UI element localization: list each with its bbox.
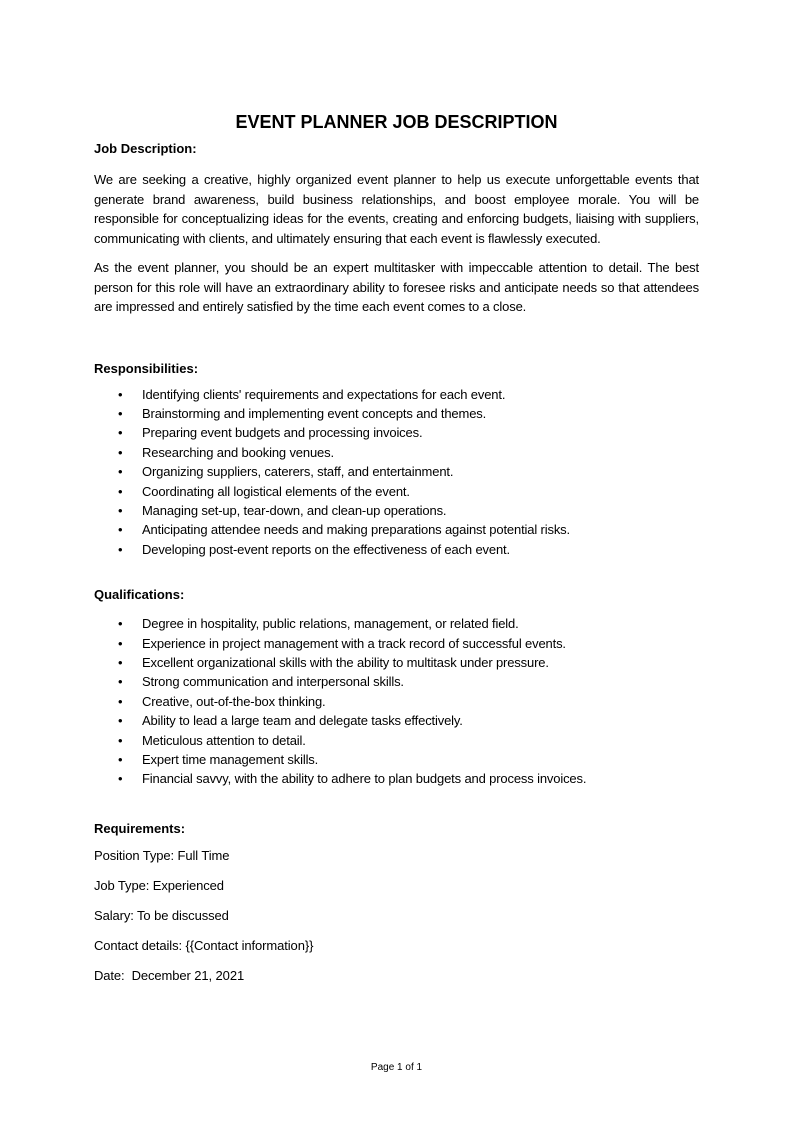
bullet-icon: • xyxy=(118,541,123,557)
bullet-icon: • xyxy=(118,483,123,499)
list-item: • Ability to lead a large team and delegate tasks effectively. xyxy=(94,711,699,730)
bullet-icon: • xyxy=(118,654,123,670)
list-item: • Expert time management skills. xyxy=(94,750,699,769)
bullet-icon: • xyxy=(118,693,123,709)
list-item: • Developing post-event reports on the effectiveness of each event. xyxy=(94,540,699,559)
document-body xyxy=(94,112,699,996)
responsibilities-heading: Responsibilities: xyxy=(94,360,199,376)
list-item: • Researching and booking venues. xyxy=(94,443,699,462)
bullet-icon: • xyxy=(118,386,123,402)
bullet-icon: • xyxy=(118,713,123,729)
qualifications-heading: Qualifications: xyxy=(94,587,185,603)
job-type: Job Type: Experienced xyxy=(94,877,224,893)
list-item: • Identifying clients' requirements and expectations for each event. xyxy=(94,385,699,404)
list-item: • Brainstorming and implementing event concepts and themes. xyxy=(94,404,699,423)
bullet-icon: • xyxy=(118,616,123,632)
list-item: • Creative, out-of-the-box thinking. xyxy=(94,692,699,711)
list-item: • Degree in hospitality, public relations, management, or related field. xyxy=(94,614,699,633)
qualifications-section xyxy=(94,587,699,789)
list-item: • Coordinating all logistical elements of the event. xyxy=(94,482,699,501)
bullet-icon: • xyxy=(118,674,123,690)
bullet-icon: • xyxy=(118,522,123,538)
document-title: EVENT PLANNER JOB DESCRIPTION xyxy=(235,112,558,132)
bullet-icon: • xyxy=(118,444,123,460)
job-description-heading: Job Description: xyxy=(94,141,197,156)
qualifications-list xyxy=(94,614,699,789)
list-item: • Organizing suppliers, caterers, staff, and entertainment. xyxy=(94,462,699,481)
contact-details: Contact details: {{Contact information}} xyxy=(94,937,314,953)
bullet-icon: • xyxy=(118,732,123,748)
bullet-icon: • xyxy=(118,425,123,441)
list-item: • Excellent organizational skills with the ability to multitask under pressure. xyxy=(94,653,699,672)
list-item: • Anticipating attendee needs and making preparations against potential risks. xyxy=(94,520,699,539)
responsibilities-list xyxy=(94,385,699,560)
page-number: Page 1 of 1 xyxy=(370,1062,423,1073)
list-item: • Preparing event budgets and processing invoices. xyxy=(94,423,699,442)
date: Date: December 21, 2021 xyxy=(94,967,245,983)
list-item: • Meticulous attention to detail. xyxy=(94,731,699,750)
list-item: • Financial savvy, with the ability to adhere to plan budgets and process invoices. xyxy=(94,769,699,788)
position-type: Position Type: Full Time xyxy=(94,847,230,863)
job-description-section xyxy=(94,141,699,317)
list-item: • Managing set-up, tear-down, and clean-up operations. xyxy=(94,501,699,520)
requirements-section xyxy=(94,821,699,986)
job-description-paragraph-1: We are seeking a creative, highly organized event planner to help us execute unforgettable events that generate brand awareness, build business relationships, and boost employee morale. You will be responsible for conceptualizing ideas for the events, creating and enforcing budgets, liaising with suppliers, communicating with clients, and ultimately ensuring that each event is flawlessly executed. xyxy=(94,172,699,246)
bullet-icon: • xyxy=(118,752,123,767)
list-item: • Experience in project management with a track record of successful events. xyxy=(94,634,699,653)
bullet-icon: • xyxy=(118,502,123,518)
job-description-paragraph-2: As the event planner, you should be an expert multitasker with impeccable attention to detail. The best person for this role will have an extraordinary ability to foresee risks and anticipate needs so that attendees are impressed and entirely satisfied by the time each event comes to a close. xyxy=(94,260,699,314)
bullet-icon: • xyxy=(118,771,123,787)
salary: Salary: To be discussed xyxy=(94,907,229,923)
responsibilities-section xyxy=(94,361,699,560)
list-item: • Strong communication and interpersonal skills. xyxy=(94,672,699,691)
bullet-icon: • xyxy=(118,635,123,651)
bullet-icon: • xyxy=(118,464,123,480)
requirements-heading: Requirements: xyxy=(94,820,186,836)
bullet-icon: • xyxy=(118,405,123,421)
